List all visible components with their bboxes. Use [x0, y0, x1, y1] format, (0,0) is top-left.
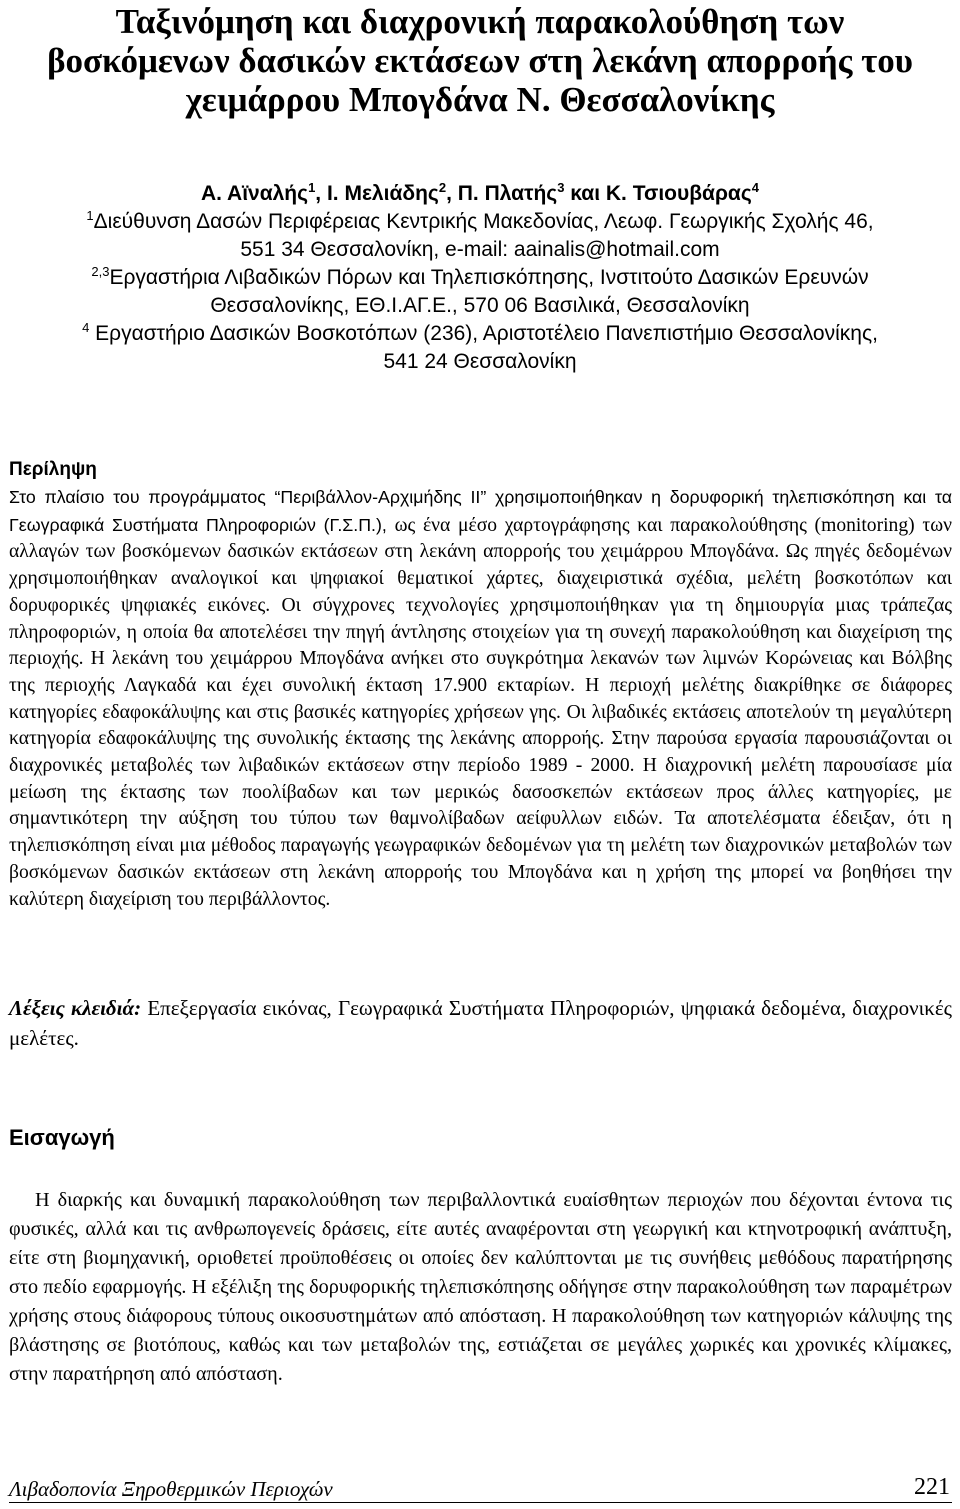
keywords	[9, 993, 952, 1053]
affiliation-3: $^4$ Εργαστήριο Δασικών Βοσκοτόπων (236), Αριστοτέλειο Πανεπιστήμιο Θεσσαλονίκης,	[82, 320, 878, 345]
page-number: 221	[914, 1474, 950, 1500]
title-line: χειμάρρου Μπογδάνα Ν. Θεσσαλονίκης	[185, 80, 775, 119]
abstract-text-part1: Στο πλαίσιο του προγράμματος “Περιβάλλον-Αρχιμήδης ΙΙ” χρησιμοποιήθηκαν η δορυφορική τηλεπισκόπηση και τα Γεωγραφικά Συστήματα Πληροφοριών (Γ.Σ.Π.),	[9, 487, 952, 535]
affiliation-1: $^1$Διεύθυνση Δασών Περιφέρειας Κεντρικής Μακεδονίας, Λεωφ. Γεωργικής Σχολής 46,	[86, 208, 874, 233]
title-line: βοσκόμενων δασικών εκτάσεων στη λεκάνη απορροής του	[47, 41, 913, 80]
abstract-heading: Περίληψη	[9, 459, 97, 480]
author-names: Α. Αϊναλής$^1$, Ι. Μελιάδης$^2$, Π. Πλατής$^3$ και Κ. Τσιουβάρας$^4$	[200, 180, 760, 205]
keywords-text: Επεξεργασία εικόνας, Γεωγραφικά Συστήματα Πληροφοριών, ψηφιακά δεδομένα, διαχρονικές μελέτες.	[9, 996, 952, 1050]
intro-heading: Εισαγωγή	[9, 1125, 115, 1150]
footer-rule	[9, 1502, 952, 1503]
intro-paragraph: Η διαρκής και δυναμική παρακολούθηση των περιβαλλοντικά ευαίσθητων περιοχών που δέχονται έντονα τις φυσικές, αλλά και τις ανθρωπογενείς δράσεις, είτε αυτές αναφέρονται στη γεωργική και κτηνοτροφική ανάπτυξη, είτε στη βιομηχανική, οριοθετεί προϋποθέσεις οι οποίες δεν καλύπτονται με τις συνήθεις μεθόδους παρατήρησης στο πεδίο εφαρμογής. Η εξέλιξη της δορυφορικής τηλεπισκόπησης οδήγησε στην παρακολούθηση των παραμέτρων χρήσης στους διάφορους τύπους οικοσυστημάτων από απόσταση. Η παρακολούθηση των κατηγοριών κάλυψης της βλάστησης σε βιοτόπους, καθώς και των μεταβολών της, εστιάζεται σε μεγάλες χωρικές και χρονικές κλίμακες, στην παρατήρηση από απόσταση.	[9, 1189, 952, 1385]
paper-title	[0, 2, 960, 119]
affiliation-2: $^{2,3}$Εργαστήρια Λιβαδικών Πόρων και Τηλεπισκόπησης, Ινστιτούτο Δασικών Ερευνών	[91, 264, 869, 289]
affiliation-3-cont: 541 24 Θεσσαλονίκη	[383, 350, 577, 373]
affiliation-1-cont: 551 34 Θεσσαλονίκη, e-mail: aainalis@hotmail.com	[240, 238, 720, 261]
title-line: Ταξινόμηση και διαχρονική παρακολούθηση των	[115, 2, 845, 41]
running-title: Λιβαδοπονία Ξηροθερμικών Περιοχών	[9, 1477, 333, 1501]
author-block	[0, 180, 960, 376]
keywords-label: Λέξεις κλειδιά:	[9, 996, 142, 1020]
abstract-text-part2: ως ένα μέσο χαρτογράφησης και παρακολούθησης (monitoring) των αλλαγών των βοσκόμενων δασικών εκτάσεων στη λεκάνη απορροής του χειμάρρου Μπογδάνα. Ως πηγές δεδομένων χρησιμοποιήθηκαν αναλογικοί και ψηφιακοί θεματικοί χάρτες, διαχειριστικά σχέδια, μελέτη βοσκοτόπων και δορυφορικές ψηφιακές εικόνες. Οι σύγχρονες τεχνολογίες χρησιμοποιήθηκαν για τη δημιουργία μιας τράπεζας πληροφοριών, η οποία θα αποτελέσει την πηγή άντλησης στοιχείων για τη συνεχή παρακολούθηση και διαχείριση της περιοχής. Η λεκάνη του χειμάρρου Μπογδάνα ανήκει στο συγκρότημα λεκανών των λιμνών Κορώνειας και Βόλβης της περιοχής Λαγκαδά και έχει συνολική έκταση 17.900 εκταρίων. Η περιοχή μελέτης διακρίθηκε σε διάφορες κατηγορίες εδαφοκάλυψης και στις βασικές κατηγορίες χρήσεων γης. Οι λιβαδικές εκτάσεις αποτελούν τη μεγαλύτερη κατηγορία εδαφοκάλυψης της συνολικής έκτασης της λεκάνης απορροής. Στην παρούσα εργασία παρουσιάζονται οι διαχρονικές μεταβολές των λιβαδικών εκτάσεων στην περίοδο 1989 - 2000. Η διαχρονική μελέτη παρουσίασε μία μείωση της έκτασης των ποολίβαδων και των μερικώς δασοσκεπών εκτάσεων προς άλλες κατηγορίες, με σημαντικότερη την αύξηση του τύπου των θαμνολίβαδων αείφυλλων ειδών. Τα αποτελέσματα έδειξαν, ότι η τηλεπισκόπηση είναι μια μέθοδος παραγωγής γεωγραφικών δεδομένων για τη μελέτη των διαχρονικών μεταβολών των βοσκόμενων δασικών εκτάσεων στη λεκάνη απορροής του Μπογδάνα και η χρήση της μπορεί να βοηθήσει την καλύτερη διαχείριση του περιβάλλοντος.	[9, 514, 953, 910]
abstract-text	[9, 484, 952, 913]
affiliation-2-cont: Θεσσαλονίκης, ΕΘ.Ι.ΑΓ.Ε., 570 06 Βασιλικά, Θεσσαλονίκη	[210, 294, 750, 317]
